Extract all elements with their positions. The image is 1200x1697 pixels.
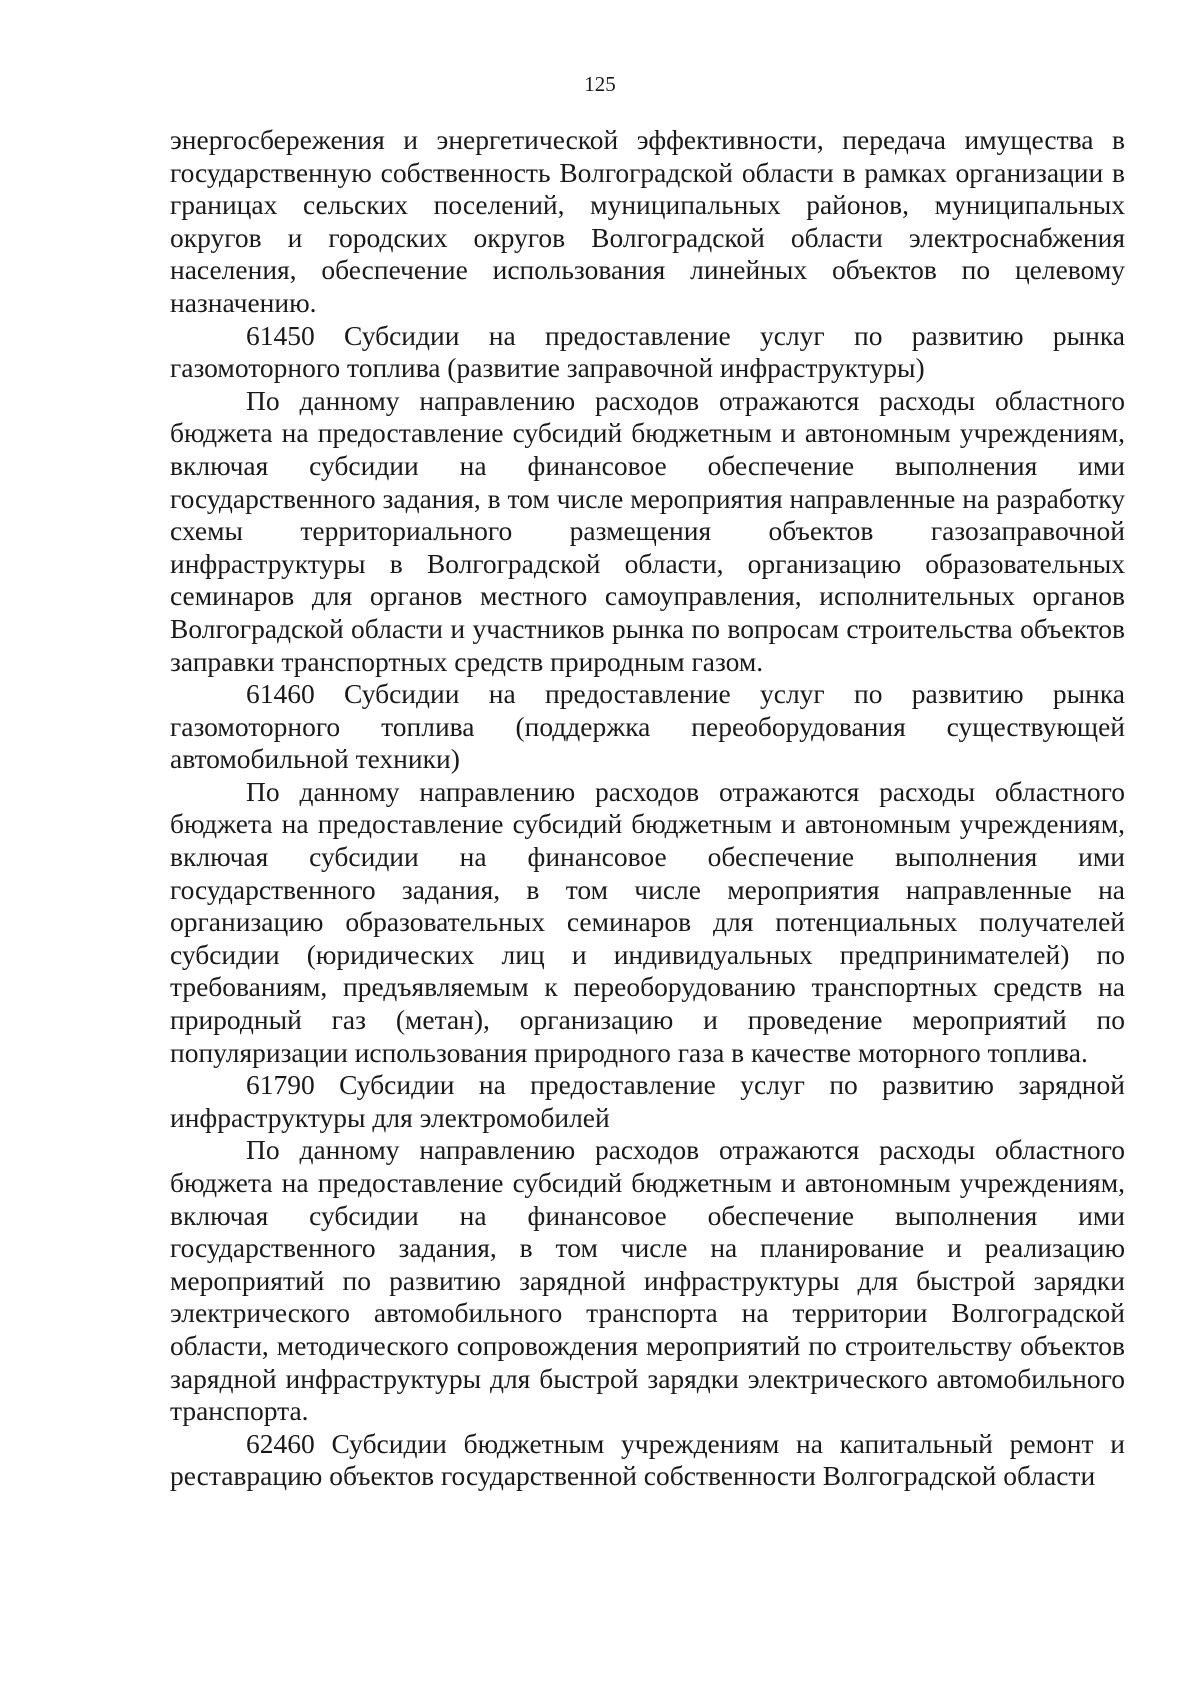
paragraph-61460-description: По данному направлению расходов отражаются расходы областного бюджета на предоставление субсидий бюджетным и автономным учреждениям, включая субсидии на финансовое обеспечение выполнения ими государственного задания, в том числе мероприятия направленные на организацию образовательных семинаров для потенциальных получателей субсидии (юридических лиц и индивидуальных предпринимателей) по требованиям, предъявляемым к переоборудованию транспортных средств на природный газ (метан), организацию и проведение мероприятий по популяризации использования природного газа в качестве моторного топлива. bbox=[170, 775, 1125, 1068]
paragraph-61790-description: По данному направлению расходов отражаются расходы областного бюджета на предоставление субсидий бюджетным и автономным учреждениям, включая субсидии на финансовое обеспечение выполнения ими государственного задания, в том числе на планирование и реализацию мероприятий по развитию зарядной инфраструктуры для быстрой зарядки электрического автомобильного транспорта на территории Волгоградской области, методического сопровождения мероприятий по строительству объектов зарядной инфраструктуры для быстрой зарядки электрического автомобильного транспорта. bbox=[170, 1134, 1125, 1427]
heading-61790: 61790 Субсидии на предоставление услуг по развитию зарядной инфраструктуры для электромобилей bbox=[170, 1069, 1125, 1133]
paragraph-61450-description: По данному направлению расходов отражаются расходы областного бюджета на предоставление субсидий бюджетным и автономным учреждениям, включая субсидии на финансовое обеспечение выполнения ими государственного задания, в том числе мероприятия направленные на разработку схемы территориального размещения объектов газозаправочной инфраструктуры в Волгоградской области, организацию образовательных семинаров для органов местного самоуправления, исполнительных органов Волгоградской области и участников рынка по вопросам строительства объектов заправки транспортных средств природным газом. bbox=[170, 384, 1125, 677]
document-body bbox=[170, 124, 1125, 1493]
heading-61450: 61450 Субсидии на предоставление услуг по развитию рынка газомоторного топлива (развитие заправочной инфраструктуры) bbox=[170, 319, 1125, 384]
heading-61460: 61460 Субсидии на предоставление услуг по развитию рынка газомоторного топлива (поддержка переоборудования существующей автомобильной техники) bbox=[170, 678, 1125, 775]
page-number: 125 bbox=[584, 72, 616, 96]
heading-62460: 62460 Субсидии бюджетным учреждениям на капитальный ремонт и реставрацию объектов государственной собственности Волгоградской области bbox=[170, 1427, 1125, 1492]
paragraph-energy-continuation: энергосбережения и энергетической эффективности, передача имущества в государственную собственность Волгоградской области в рамках организации в границах сельских поселений, муниципальных районов, муниципальных округов и городских округов Волгоградской области электроснабжения населения, обеспечение использования линейных объектов по целевому назначению. bbox=[170, 124, 1125, 318]
